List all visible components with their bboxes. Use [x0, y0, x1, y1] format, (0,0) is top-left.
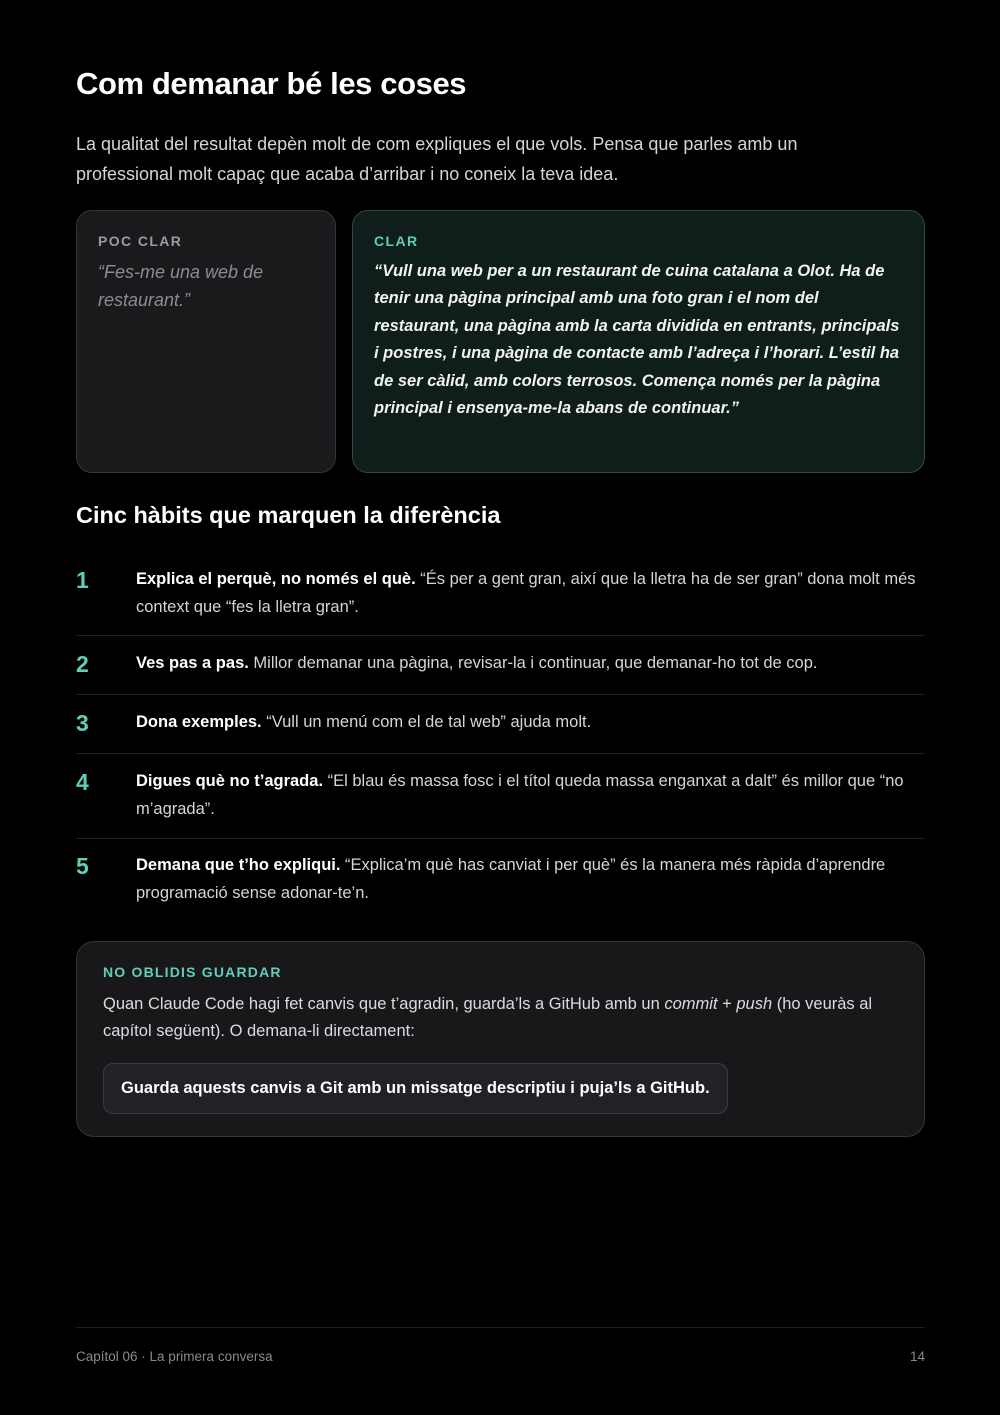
habit-lead: Demana que t’ho expliqui.	[136, 856, 341, 874]
callout-text: +	[717, 995, 737, 1013]
unclear-example-label: POC CLAR	[98, 233, 183, 249]
habit-lead: Dona exemples.	[136, 713, 262, 731]
callout-body	[103, 991, 898, 1045]
habit-description: “És per a gent gran, així que la lletra ha de ser gran” dona molt més context que “fes la lletra gran”.	[136, 570, 916, 616]
page-number: 14	[909, 1349, 925, 1364]
habit-text	[136, 565, 926, 621]
habit-lead: Digues què no t’agrada.	[136, 772, 324, 790]
habit-description: “Vull un menú com el de tal web” ajuda molt.	[261, 713, 592, 731]
habit-text	[136, 708, 926, 736]
callout-label: NO OBLIDIS GUARDAR	[103, 964, 282, 980]
habit-text	[136, 767, 926, 823]
habit-description: “Explica’m què has canviat i per què” és la manera més ràpida d’aprendre programació sense adonar-te’n.	[136, 856, 886, 902]
clear-example-card	[352, 210, 925, 473]
callout-term-commit: commit	[664, 995, 718, 1013]
unclear-example-card	[76, 210, 336, 473]
habit-number: 5	[76, 853, 89, 879]
clear-example-label: CLAR	[374, 233, 419, 249]
unclear-example-quote: “Fes-me una web de restaurant.”	[98, 262, 264, 310]
habit-description: Millor demanar una pàgina, revisar-la i continuar, que demanar-ho tot de cop.	[248, 654, 818, 672]
habit-lead: Explica el perquè, no només el què.	[136, 570, 416, 588]
habit-number: 1	[76, 567, 89, 593]
footer-divider	[76, 1327, 925, 1328]
callout-term-push: push	[736, 995, 773, 1013]
callout-text: (ho veuràs al capítol següent). O demana-li directament:	[103, 995, 873, 1040]
divider	[76, 753, 925, 754]
habit-lead: Ves pas a pas.	[136, 654, 249, 672]
habits-heading: Cinc hàbits que marquen la diferència	[76, 502, 501, 528]
page-title: Com demanar bé les coses	[76, 66, 467, 101]
intro-paragraph: La qualitat del resultat depèn molt de com expliques el que vols. Pensa que parles amb un professional molt capaç que acaba d’arribar i no coneix la teva idea.	[76, 134, 798, 184]
divider	[76, 694, 925, 695]
habit-number: 4	[76, 769, 89, 795]
example-prompt-box: Guarda aquests canvis a Git amb un missatge descriptiu i puja’ls a GitHub.	[103, 1063, 728, 1114]
divider	[76, 635, 925, 636]
divider	[76, 838, 925, 839]
callout-text: Quan Claude Code hagi fet canvis que t’agradin, guarda’ls a GitHub amb un	[103, 995, 665, 1013]
habit-description: “El blau és massa fosc i el títol queda massa enganxat a dalt” és millor que “no m’agrada”.	[136, 772, 904, 818]
clear-example-quote: “Vull una web per a un restaurant de cuina catalana a Olot. Ha de tenir una pàgina principal amb una foto gran i el nom del restaurant, una pàgina amb la carta dividida en entrants, principals i postres, i una pàgina de contacte amb l’adreça i l’horari. L’estil ha de ser càlid, amb colors terrosos. Comença només per la pàgina principal i ensenya-me-la abans de continuar.”	[374, 262, 900, 418]
save-reminder-callout	[76, 941, 925, 1137]
habit-number: 2	[76, 651, 89, 677]
footer-chapter: Capítol 06 · La primera conversa	[76, 1349, 273, 1364]
habit-number: 3	[76, 710, 89, 736]
habit-text	[136, 649, 926, 677]
habit-text	[136, 851, 926, 907]
